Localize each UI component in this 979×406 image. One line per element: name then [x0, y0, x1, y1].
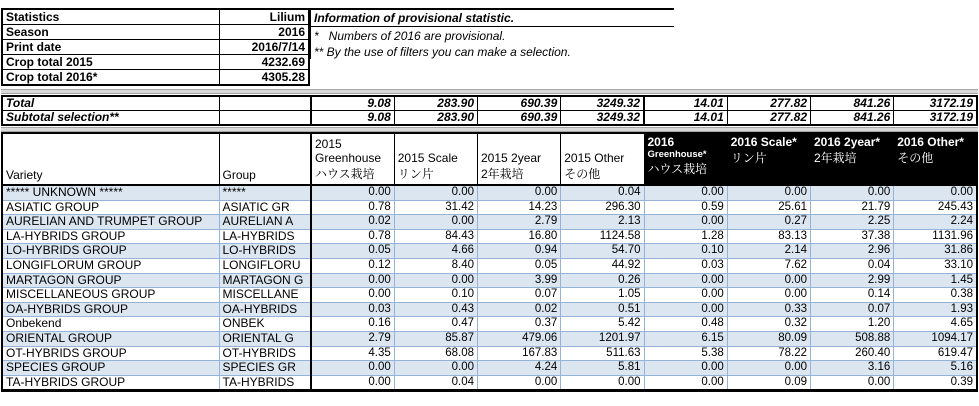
- value-cell: 21.79: [811, 200, 894, 215]
- info-value: Lilium: [219, 9, 309, 25]
- value-cell: 0.04: [811, 258, 894, 273]
- value-cell: 3.16: [811, 361, 894, 376]
- totals-empty-cell: [219, 96, 311, 111]
- value-cell: 0.00: [478, 185, 561, 200]
- column-header: [727, 133, 810, 185]
- value-cell: 3.99: [478, 273, 561, 288]
- info-value: 4305.28: [219, 70, 309, 86]
- totals-value: 14.01: [644, 111, 727, 126]
- info-row: [2, 70, 309, 86]
- totals-value: 3249.32: [561, 96, 644, 111]
- column-header-line: 2015 2year: [481, 151, 542, 165]
- column-header: [894, 133, 977, 185]
- table-row: [2, 302, 977, 317]
- value-cell: 0.00: [727, 273, 810, 288]
- table-row: [2, 215, 977, 230]
- group-cell: ONBEK: [219, 317, 311, 332]
- value-cell: 511.63: [561, 346, 644, 361]
- column-header: [478, 133, 561, 185]
- variety-cell: ***** UNKNOWN *****: [2, 185, 219, 200]
- value-cell: 0.00: [644, 302, 727, 317]
- value-cell: 0.00: [894, 185, 977, 200]
- value-cell: 0.07: [811, 302, 894, 317]
- totals-value: 3172.19: [894, 96, 977, 111]
- group-cell: LONGIFLORU: [219, 258, 311, 273]
- value-cell: 1.20: [811, 317, 894, 332]
- value-cell: 0.00: [644, 288, 727, 303]
- column-header-line: ハウス栽培: [647, 162, 708, 176]
- group-cell: *****: [219, 185, 311, 200]
- table-row: [2, 244, 977, 259]
- value-cell: 0.00: [727, 185, 810, 200]
- totals-value: 277.82: [727, 111, 810, 126]
- value-cell: 0.10: [644, 244, 727, 259]
- group-column-header: Group: [219, 133, 311, 185]
- value-cell: 0.48: [644, 317, 727, 332]
- value-cell: 1.28: [644, 229, 727, 244]
- column-header-line: ハウス栽培: [315, 167, 375, 181]
- variety-cell: LO-HYBRIDS GROUP: [2, 244, 219, 259]
- value-cell: 0.14: [811, 288, 894, 303]
- value-cell: 0.00: [394, 361, 477, 376]
- value-cell: 2.79: [478, 215, 561, 230]
- value-cell: 0.38: [894, 288, 977, 303]
- info-label: Season: [2, 25, 219, 40]
- variety-cell: LONGIFLORUM GROUP: [2, 258, 219, 273]
- value-cell: 68.08: [394, 346, 477, 361]
- info-row: [2, 40, 309, 55]
- value-cell: 4.35: [311, 346, 394, 361]
- value-cell: 0.04: [561, 185, 644, 200]
- note-line-provisional: * Numbers of 2016 are provisional.: [314, 29, 506, 43]
- column-header-line: 2015: [315, 137, 342, 151]
- value-cell: 0.00: [644, 361, 727, 376]
- value-cell: 1201.97: [561, 331, 644, 346]
- value-cell: 0.10: [394, 288, 477, 303]
- note-line-filters: ** By the use of filters you can make a selection.: [314, 45, 571, 59]
- value-cell: 0.51: [561, 302, 644, 317]
- totals-label: Subtotal selection**: [2, 111, 219, 126]
- table-row: [2, 229, 977, 244]
- variety-cell: ORIENTAL GROUP: [2, 331, 219, 346]
- value-cell: 44.92: [561, 258, 644, 273]
- value-cell: 0.00: [478, 375, 561, 391]
- column-header: [561, 133, 644, 185]
- totals-value: 690.39: [478, 96, 561, 111]
- variety-column-header: Variety: [2, 133, 219, 185]
- totals-value: 283.90: [394, 96, 477, 111]
- value-cell: 1124.58: [561, 229, 644, 244]
- table-row: [2, 361, 977, 376]
- column-header-line: Greenhouse*: [647, 149, 707, 160]
- value-cell: 2.14: [727, 244, 810, 259]
- group-cell: MARTAGON G: [219, 273, 311, 288]
- value-cell: 0.33: [727, 302, 810, 317]
- value-cell: 37.38: [811, 229, 894, 244]
- notes-title: Information of provisional statistic.: [311, 10, 674, 27]
- value-cell: 4.24: [478, 361, 561, 376]
- value-cell: 4.66: [394, 244, 477, 259]
- value-cell: 0.00: [311, 185, 394, 200]
- column-header-line: リン片: [397, 167, 434, 181]
- value-cell: 0.00: [727, 361, 810, 376]
- totals-value: 3172.19: [894, 111, 977, 126]
- value-cell: 245.43: [894, 200, 977, 215]
- value-cell: 0.00: [394, 273, 477, 288]
- value-cell: 167.83: [478, 346, 561, 361]
- value-cell: 0.00: [394, 185, 477, 200]
- value-cell: 2.24: [894, 215, 977, 230]
- value-cell: 2.25: [811, 215, 894, 230]
- value-cell: 0.00: [561, 375, 644, 391]
- value-cell: 83.13: [727, 229, 810, 244]
- value-cell: 0.27: [727, 215, 810, 230]
- info-label: Crop total 2015: [2, 55, 219, 70]
- value-cell: 78.22: [727, 346, 810, 361]
- group-cell: MISCELLANE: [219, 288, 311, 303]
- value-cell: 2.96: [811, 244, 894, 259]
- group-cell: OT-HYBRIDS: [219, 346, 311, 361]
- column-header-line: その他: [564, 167, 601, 181]
- group-cell: LA-HYBRIDS: [219, 229, 311, 244]
- column-header-line: 2015 Other: [564, 151, 625, 165]
- column-header: [311, 133, 394, 185]
- value-cell: 0.00: [311, 288, 394, 303]
- value-cell: 0.78: [311, 229, 394, 244]
- column-header-line: 2016 Other*: [897, 135, 964, 149]
- group-cell: OA-HYBRIDS: [219, 302, 311, 317]
- totals-value: 14.01: [644, 96, 727, 111]
- variety-cell: AURELIAN AND TRUMPET GROUP: [2, 215, 219, 230]
- value-cell: 1131.96: [894, 229, 977, 244]
- value-cell: 0.47: [394, 317, 477, 332]
- column-header-line: Greenhouse: [315, 151, 382, 165]
- table-row: [2, 317, 977, 332]
- value-cell: 0.03: [311, 302, 394, 317]
- value-cell: 0.05: [311, 244, 394, 259]
- table-row: [2, 200, 977, 215]
- group-cell: SPECIES GR: [219, 361, 311, 376]
- value-cell: 0.02: [311, 215, 394, 230]
- value-cell: 8.40: [394, 258, 477, 273]
- value-cell: 2.99: [811, 273, 894, 288]
- column-header-line: リン片: [730, 151, 767, 165]
- info-label: Crop total 2016*: [2, 70, 219, 86]
- value-cell: 33.10: [894, 258, 977, 273]
- value-cell: 1094.17: [894, 331, 977, 346]
- info-value: 4232.69: [219, 55, 309, 70]
- value-cell: 0.00: [394, 215, 477, 230]
- totals-empty-cell: [219, 111, 311, 126]
- value-cell: 0.00: [727, 288, 810, 303]
- value-cell: 0.16: [311, 317, 394, 332]
- variety-cell: MISCELLANEOUS GROUP: [2, 288, 219, 303]
- value-cell: 0.94: [478, 244, 561, 259]
- table-row: [2, 331, 977, 346]
- variety-cell: TA-HYBRIDS GROUP: [2, 375, 219, 391]
- value-cell: 0.00: [311, 273, 394, 288]
- column-header-line: 2015 Scale: [397, 151, 458, 165]
- value-cell: 619.47: [894, 346, 977, 361]
- info-label: Print date: [2, 40, 219, 55]
- value-cell: 7.62: [727, 258, 810, 273]
- value-cell: 260.40: [811, 346, 894, 361]
- statistics-info-table: [1, 8, 310, 86]
- totals-value: 283.90: [394, 111, 477, 126]
- value-cell: 0.03: [644, 258, 727, 273]
- variety-cell: MARTAGON GROUP: [2, 273, 219, 288]
- totals-label: Total: [2, 96, 219, 111]
- crop-data-table: [1, 132, 978, 392]
- value-cell: 1.93: [894, 302, 977, 317]
- column-header-line: 2年栽培: [481, 167, 524, 181]
- value-cell: 0.04: [394, 375, 477, 391]
- column-header: [644, 133, 727, 185]
- value-cell: 31.86: [894, 244, 977, 259]
- table-row: [2, 273, 977, 288]
- value-cell: 0.32: [727, 317, 810, 332]
- info-row: [2, 25, 309, 40]
- value-cell: 0.00: [811, 375, 894, 391]
- value-cell: 5.81: [561, 361, 644, 376]
- separator-band: [1, 89, 978, 94]
- value-cell: 85.87: [394, 331, 477, 346]
- column-header-line: 2016: [647, 135, 675, 149]
- value-cell: 1.05: [561, 288, 644, 303]
- totals-value: 841.26: [811, 111, 894, 126]
- totals-value: 9.08: [311, 96, 394, 111]
- value-cell: 2.13: [561, 215, 644, 230]
- value-cell: 0.00: [644, 375, 727, 391]
- notes-box: [310, 8, 674, 59]
- value-cell: 0.78: [311, 200, 394, 215]
- value-cell: 0.26: [561, 273, 644, 288]
- value-cell: 80.09: [727, 331, 810, 346]
- variety-cell: OT-HYBRIDS GROUP: [2, 346, 219, 361]
- value-cell: 479.06: [478, 331, 561, 346]
- value-cell: 54.70: [561, 244, 644, 259]
- group-cell: AURELIAN A: [219, 215, 311, 230]
- totals-value: 9.08: [311, 111, 394, 126]
- value-cell: 0.59: [644, 200, 727, 215]
- value-cell: 0.00: [311, 361, 394, 376]
- column-header-line: 2016 2year*: [814, 135, 881, 149]
- value-cell: 0.00: [311, 375, 394, 391]
- value-cell: 5.16: [894, 361, 977, 376]
- table-row: [2, 185, 977, 200]
- value-cell: 84.43: [394, 229, 477, 244]
- info-value: 2016/7/14: [219, 40, 309, 55]
- column-header: [811, 133, 894, 185]
- value-cell: 0.09: [727, 375, 810, 391]
- group-cell: ASIATIC GR: [219, 200, 311, 215]
- value-cell: 0.05: [478, 258, 561, 273]
- variety-cell: OA-HYBRIDS GROUP: [2, 302, 219, 317]
- value-cell: 4.65: [894, 317, 977, 332]
- variety-cell: Onbekend: [2, 317, 219, 332]
- value-cell: 31.42: [394, 200, 477, 215]
- totals-value: 841.26: [811, 96, 894, 111]
- table-row: [2, 258, 977, 273]
- value-cell: 0.00: [811, 185, 894, 200]
- variety-cell: SPECIES GROUP: [2, 361, 219, 376]
- info-row: [2, 9, 309, 25]
- column-header-line: 2016 Scale*: [730, 135, 797, 149]
- column-header-line: 2年栽培: [814, 151, 857, 165]
- value-cell: 2.79: [311, 331, 394, 346]
- group-cell: TA-HYBRIDS: [219, 375, 311, 391]
- totals-row: [2, 96, 977, 111]
- totals-value: 3249.32: [561, 111, 644, 126]
- table-row: [2, 346, 977, 361]
- column-header: [394, 133, 477, 185]
- value-cell: 0.12: [311, 258, 394, 273]
- totals-row: [2, 111, 977, 126]
- value-cell: 0.37: [478, 317, 561, 332]
- group-cell: LO-HYBRIDS: [219, 244, 311, 259]
- value-cell: 0.00: [644, 273, 727, 288]
- value-cell: 508.88: [811, 331, 894, 346]
- column-header-line: その他: [897, 151, 934, 165]
- value-cell: 16.80: [478, 229, 561, 244]
- value-cell: 0.00: [644, 215, 727, 230]
- value-cell: 0.02: [478, 302, 561, 317]
- value-cell: 0.00: [644, 185, 727, 200]
- value-cell: 0.39: [894, 375, 977, 391]
- value-cell: 6.15: [644, 331, 727, 346]
- table-row: [2, 375, 977, 391]
- info-row: [2, 55, 309, 70]
- totals-value: 277.82: [727, 96, 810, 111]
- totals-table: [1, 95, 978, 126]
- header-row: [2, 133, 977, 185]
- value-cell: 1.45: [894, 273, 977, 288]
- value-cell: 5.42: [561, 317, 644, 332]
- value-cell: 0.07: [478, 288, 561, 303]
- value-cell: 14.23: [478, 200, 561, 215]
- value-cell: 25.61: [727, 200, 810, 215]
- variety-cell: ASIATIC GROUP: [2, 200, 219, 215]
- totals-value: 690.39: [478, 111, 561, 126]
- info-value: 2016: [219, 25, 309, 40]
- value-cell: 296.30: [561, 200, 644, 215]
- table-row: [2, 288, 977, 303]
- group-cell: ORIENTAL G: [219, 331, 311, 346]
- value-cell: 0.43: [394, 302, 477, 317]
- value-cell: 5.38: [644, 346, 727, 361]
- variety-cell: LA-HYBRIDS GROUP: [2, 229, 219, 244]
- info-label: Statistics: [2, 9, 219, 25]
